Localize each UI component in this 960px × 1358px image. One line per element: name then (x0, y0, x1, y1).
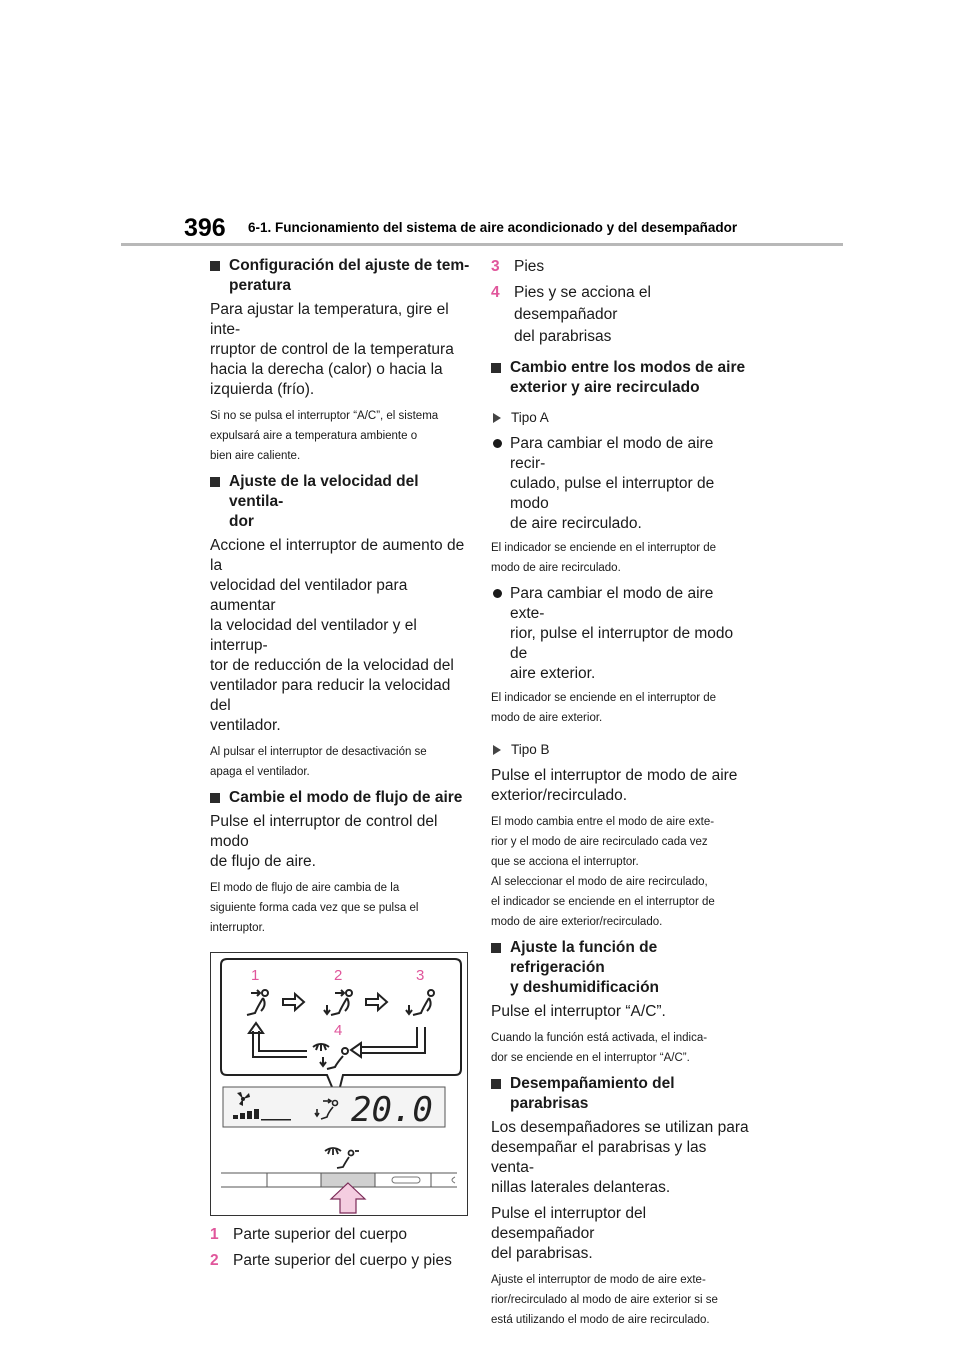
paragraph-airflow (210, 812, 470, 872)
arrow-left-icon (351, 1043, 361, 1057)
mode-label-4: 4 (334, 1022, 343, 1039)
note-airflow (210, 878, 470, 938)
panel-button-outline (452, 1177, 455, 1183)
text-line: rruptor de control de la temperatura (210, 341, 454, 358)
page-number: 396 (184, 214, 226, 242)
airflow-mode-diagram (210, 952, 468, 1216)
legend-text: del parabrisas (514, 328, 612, 345)
text-line: modo de aire exterior. (491, 712, 603, 724)
text-line: apaga el ventilador. (210, 766, 310, 778)
legend-item-2 (210, 1250, 470, 1272)
text-line: rior y el modo de aire recirculado cada vez (491, 836, 708, 848)
airflow-diagram-svg (211, 953, 467, 1215)
text-line: modo de aire exterior/recirculado. (491, 916, 663, 928)
note-temperature (210, 406, 470, 466)
heading-line: Desempañamiento del parabrisas (510, 1075, 675, 1112)
text-line: culado, pulse el interruptor de modo (510, 475, 715, 512)
bullet-outside-mode (491, 584, 749, 684)
text-line: Cuando la función está activada, el indica- (491, 1032, 708, 1044)
paragraph-defog-2 (491, 1204, 749, 1264)
text-line: bien aire caliente. (210, 450, 301, 462)
heading-line: Ajuste la función de refrigeración (510, 939, 658, 976)
legend-number: 4 (491, 284, 500, 301)
text-line: El modo cambia entre el modo de aire exte- (491, 816, 715, 828)
note-ac (491, 1028, 749, 1068)
legend-text: Parte superior del cuerpo y pies (233, 1252, 452, 1269)
heading-line: Configuración del ajuste de tem- (229, 257, 470, 274)
paragraph-defog-1 (491, 1118, 749, 1198)
text-line: aire exterior. (510, 665, 596, 682)
section-heading-ac (491, 938, 749, 998)
text-line: la velocidad del ventilador y el interrup- (210, 617, 417, 654)
text-line: Accione el interruptor de aumento de la (210, 537, 465, 574)
text-line: exterior/recirculado. (491, 787, 628, 804)
text-line: Pulse el interruptor del desempañador (491, 1205, 647, 1242)
text-line: hacia la derecha (calor) o hacia la (210, 361, 443, 378)
section-heading-recirculation (491, 358, 749, 398)
text-line: expulsará aire a temperatura ambiente o (210, 430, 418, 442)
text-line: está utilizando el modo de aire recirculado. (491, 1314, 710, 1326)
return-arrow-line (259, 1031, 307, 1051)
text-line: velocidad del ventilador para aumentar (210, 577, 408, 614)
text-line: Para cambiar el modo de aire exte- (510, 585, 714, 622)
note-recirc-mode (491, 538, 749, 578)
mode-feet-icon (406, 990, 434, 1015)
text-line: modo de aire recirculado. (491, 562, 621, 574)
mode-upper-body-icon (247, 990, 268, 1015)
heading-line: Cambie el modo de flujo de aire (229, 789, 463, 806)
legend-text: Pies y se acciona el desempañador (514, 284, 651, 323)
text-line: Para cambiar el modo de aire recir- (510, 435, 714, 472)
paragraph-fan (210, 536, 470, 736)
legend-number: 1 (210, 1226, 219, 1243)
heading-line: exterior y aire recirculado (510, 379, 700, 396)
legend-number: 2 (210, 1252, 219, 1269)
section-heading-defog (491, 1074, 749, 1114)
text-line: rior, pulse el interruptor de modo de (510, 625, 734, 662)
paragraph-ac: Pulse el interruptor “A/C”. (491, 1003, 666, 1020)
text-line: interruptor. (210, 922, 265, 934)
paragraph-type-b (491, 766, 749, 806)
note-defog (491, 1270, 749, 1330)
text-line: rior/recirculado al modo de aire exterior si se (491, 1294, 718, 1306)
text-line: de flujo de aire. (210, 853, 316, 870)
text-line: Pulse el interruptor de control del modo (210, 813, 438, 850)
chapter-title: 6-1. Funcionamiento del sistema de aire acondicionado y del desempañador (248, 220, 738, 235)
mode-label-3: 3 (416, 967, 425, 984)
arrow-up-icon (249, 1023, 263, 1033)
text-line: siguiente forma cada vez que se pulsa el (210, 902, 419, 914)
bullet-recirc-mode (491, 434, 749, 534)
page-header (0, 0, 960, 250)
heading-line: dor (229, 513, 254, 530)
heading-line: peratura (229, 277, 292, 294)
return-arrow-line (253, 1031, 307, 1057)
subheading-type-b: Tipo B (491, 740, 749, 760)
text-line: que se acciona el interruptor. (491, 856, 639, 868)
header-rule (121, 243, 843, 246)
mode-label-2: 2 (334, 967, 343, 984)
heading-line: y deshumidificación (510, 979, 660, 996)
mode-feet-defroster-icon (313, 1044, 348, 1069)
legend-text: Pies (514, 258, 545, 275)
subheading-type-a: Tipo A (491, 408, 749, 428)
return-arrow-line (361, 1027, 417, 1047)
section-heading-airflow (210, 788, 470, 808)
text-line: ventilador para reducir la velocidad del (210, 677, 451, 714)
text-line: Al seleccionar el modo de aire recirculado, (491, 876, 708, 888)
text-line: ventilador. (210, 717, 281, 734)
left-column (210, 256, 470, 1276)
heading-line: Ajuste de la velocidad del ventila- (229, 473, 419, 510)
temperature-readout: 20.0 (351, 1090, 433, 1130)
text-line: Para ajustar la temperatura, gire el inte- (210, 301, 449, 338)
mode-label-1: 1 (251, 967, 260, 984)
text-line: el indicador se enciende en el interruptor de (491, 896, 715, 908)
text-line: izquierda (frío). (210, 381, 315, 398)
mode-upper-body-feet-icon (324, 990, 352, 1015)
text-line: Los desempañadores se utilizan para (491, 1119, 749, 1136)
right-column (491, 256, 749, 1336)
text-line: El indicador se enciende en el interruptor de (491, 542, 717, 554)
text-line: Pulse el interruptor de modo de aire (491, 767, 738, 784)
text-line: Al pulsar el interruptor de desactivación se (210, 746, 427, 758)
panel-button-outline (392, 1177, 420, 1183)
return-arrow-line (361, 1027, 425, 1053)
section-heading-temperature (210, 256, 470, 296)
text-line: El indicador se enciende en el interruptor de (491, 692, 717, 704)
text-line: tor de reducción de la velocidad del (210, 657, 454, 674)
text-line: Si no se pulsa el interruptor “A/C”, el sistema (210, 410, 439, 422)
text-line: El modo de flujo de aire cambia de la (210, 882, 400, 894)
paragraph-temperature (210, 300, 470, 400)
note-fan (210, 742, 470, 782)
heading-line: Cambio entre los modos de aire (510, 359, 746, 376)
defroster-icon (325, 1148, 359, 1168)
section-heading-fan (210, 472, 470, 532)
note-type-b (491, 812, 749, 932)
arrow-right-icon (283, 994, 304, 1010)
text-line: del parabrisas. (491, 1245, 593, 1262)
legend-item-3 (491, 256, 749, 278)
text-line: Ajuste el interruptor de modo de aire exte- (491, 1274, 706, 1286)
text-line: dor se enciende en el interruptor “A/C”. (491, 1052, 690, 1064)
legend-item-4 (491, 282, 749, 348)
text-line: nillas laterales delanteras. (491, 1179, 671, 1196)
text-line: desempañar el parabrisas y las venta- (491, 1139, 707, 1176)
legend-number: 3 (491, 258, 500, 275)
legend-item-1 (210, 1224, 470, 1246)
text-line: de aire recirculado. (510, 515, 642, 532)
arrow-right-icon (366, 994, 387, 1010)
note-outside-mode (491, 688, 749, 728)
legend-text: Parte superior del cuerpo (233, 1226, 408, 1243)
